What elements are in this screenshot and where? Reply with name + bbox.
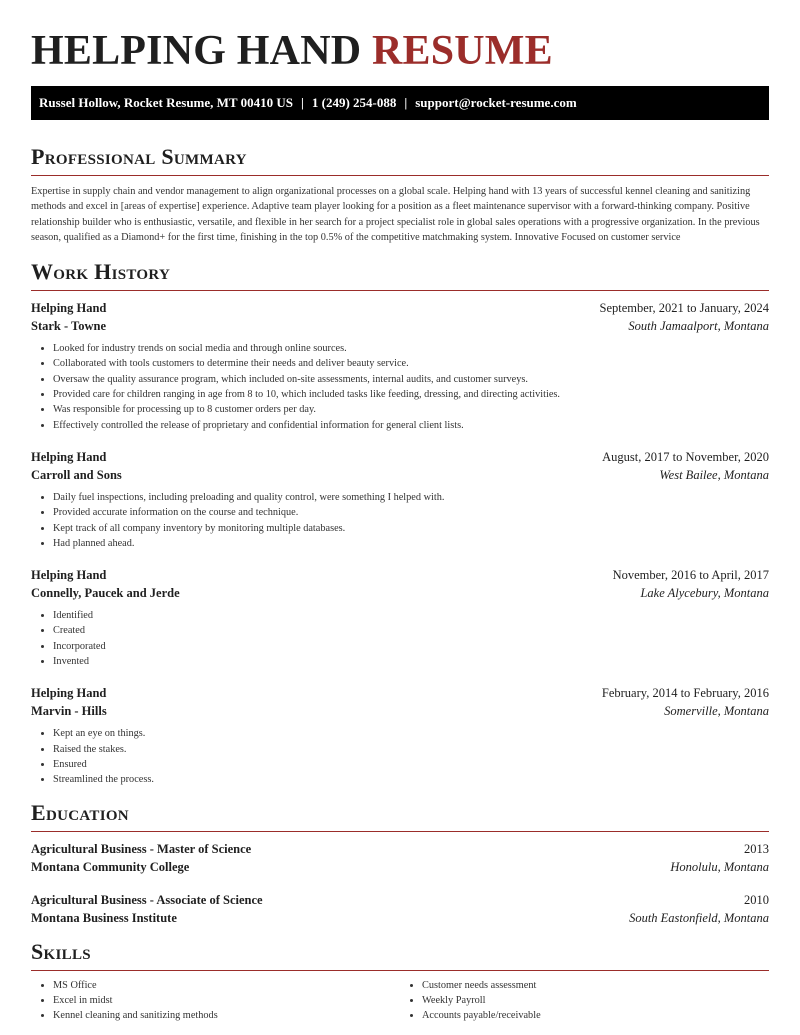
contact-separator: | — [300, 95, 304, 110]
contact-email: support@rocket-resume.com — [415, 95, 577, 110]
job-dates: February, 2014 to February, 2016 — [601, 686, 769, 701]
education-location: Honolulu, Montana — [670, 859, 769, 874]
summary-title: Professional Summary — [31, 144, 769, 176]
job-dates: November, 2016 to April, 2017 — [612, 568, 769, 583]
job-bullet: • Looked for industry trends on social media and through online sources. — [53, 341, 769, 356]
name-accent: RESUME — [371, 28, 553, 74]
job-role: Helping Hand — [31, 686, 107, 701]
skills-title: Skills — [31, 939, 769, 971]
job-bullet: • Was responsible for processing up to 8 customer orders per day. — [53, 402, 769, 417]
education-section — [31, 800, 769, 927]
education-title: Education — [31, 800, 769, 832]
education-year: 2013 — [744, 841, 769, 856]
contact-address: Russel Hollow, Rocket Resume, MT 00410 US — [39, 95, 293, 110]
job-location: Lake Alycebury, Montana — [640, 586, 769, 601]
skill-item: • Customer needs assessment — [422, 978, 769, 993]
education-school: Montana Community College — [31, 859, 190, 874]
education-location: South Eastonfield, Montana — [629, 910, 769, 925]
job-dates: September, 2021 to January, 2024 — [599, 301, 769, 316]
job-company: Marvin - Hills — [31, 704, 107, 719]
skill-item: • Weekly Payroll — [422, 993, 769, 1008]
job-entry — [31, 566, 769, 669]
contact-phone: 1 (249) 254-088 — [311, 95, 397, 110]
job-bullet: • Provided care for children ranging in age from 8 to 10, which included tasks like feeding, dressing, and directing activities. — [53, 387, 769, 402]
job-location: Somerville, Montana — [664, 704, 769, 719]
skills-section — [31, 939, 769, 1024]
skill-item: • Accounts payable/receivable — [422, 1008, 769, 1023]
summary-section — [31, 144, 769, 245]
job-role: Helping Hand — [31, 301, 107, 316]
job-role: Helping Hand — [31, 568, 107, 583]
skill-item: • Kennel cleaning and sanitizing methods — [53, 1008, 400, 1023]
job-entry — [31, 684, 769, 787]
job-bullet: • Effectively controlled the release of proprietary and confidential information for general client lists. — [53, 418, 769, 433]
resume-name — [31, 0, 769, 86]
education-entry — [31, 891, 769, 927]
skills-columns — [31, 978, 769, 1024]
job-bullet: • Ensured — [53, 757, 769, 772]
job-bullet: • Streamlined the process. — [53, 772, 769, 787]
skill-item: • Excel in midst — [53, 993, 400, 1008]
contact-separator: | — [404, 95, 408, 110]
job-bullet: • Had planned ahead. — [53, 536, 769, 551]
work-title: Work History — [31, 259, 769, 291]
job-bullet: • Provided accurate information on the course and technique. — [53, 505, 769, 520]
name-main: HELPING HAND — [31, 28, 362, 74]
work-section — [31, 259, 769, 787]
job-bullets — [31, 726, 769, 787]
education-entry — [31, 840, 769, 876]
job-bullet: • Kept an eye on things. — [53, 726, 769, 741]
job-bullet: • Identified — [53, 608, 769, 623]
job-bullet: • Raised the stakes. — [53, 742, 769, 757]
job-bullet: • Kept track of all company inventory by monitoring multiple databases. — [53, 521, 769, 536]
education-degree: Agricultural Business - Master of Science — [31, 841, 252, 856]
job-company: Connelly, Paucek and Jerde — [31, 586, 180, 601]
job-bullets — [31, 490, 769, 551]
job-bullet: • Invented — [53, 654, 769, 669]
job-bullet: • Daily fuel inspections, including preloading and quality control, were something I helped with. — [53, 490, 769, 505]
job-company: Stark - Towne — [31, 319, 107, 334]
education-degree: Agricultural Business - Associate of Science — [31, 892, 263, 907]
summary-text: Expertise in supply chain and vendor management to align organizational processes on a global scale. Helping hand with 13 years of successful kennel cleaning and sanitizing methods and excel in [areas of expertise] experience. Adaptive team player looking for a position as a fleet maintenance supervisor with a forward-thinking company. Positive relationship builder who is enthusiastic, versatile, and flexible in her search for a project specialist role in global sales operations with a progressive organization. In the previous season, qualified as a Diamond+ for the first time, finishing in the top 0.5% of the competitive matchmaking system. Innovative Focused on customer service — [31, 186, 760, 243]
skill-item: • MS Office — [53, 978, 400, 993]
job-bullet: • Collaborated with tools customers to determine their needs and deliver beauty service. — [53, 356, 769, 371]
job-entry — [31, 448, 769, 551]
job-bullet: • Created — [53, 623, 769, 638]
job-location: South Jamaalport, Montana — [628, 319, 769, 334]
skills-column — [400, 978, 769, 1024]
job-location: West Bailee, Montana — [659, 467, 769, 482]
skills-column — [31, 978, 400, 1024]
contact-bar — [31, 86, 769, 120]
job-company: Carroll and Sons — [31, 467, 122, 482]
job-bullet: • Incorporated — [53, 639, 769, 654]
education-year: 2010 — [744, 892, 769, 907]
job-entry — [31, 299, 769, 433]
job-role: Helping Hand — [31, 449, 107, 464]
job-bullets — [31, 608, 769, 669]
job-dates: August, 2017 to November, 2020 — [602, 449, 769, 464]
job-bullet: • Oversaw the quality assurance program, which included on-site assessments, internal audits, and customer surveys. — [53, 372, 769, 387]
education-school: Montana Business Institute — [31, 910, 177, 925]
job-bullets — [31, 341, 769, 433]
